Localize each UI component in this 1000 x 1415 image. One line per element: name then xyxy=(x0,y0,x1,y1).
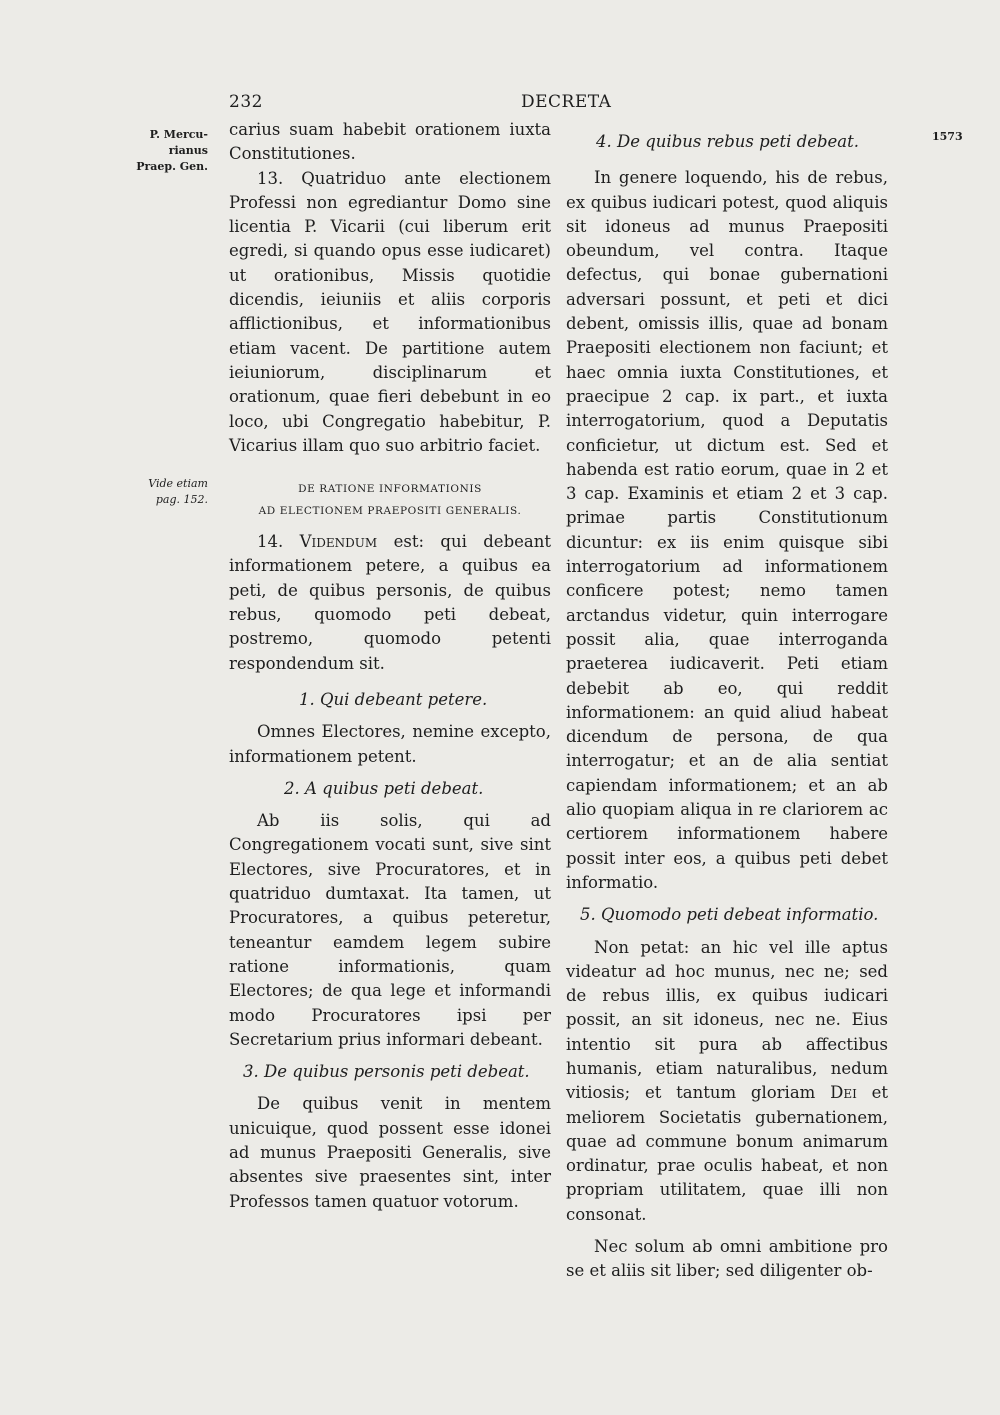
paragraph-text: est: qui debeant informationem petere, a quibus ea peti, de quibus personis, de quibus rebus, quomodo peti debeat, postremo, quomodo petenti respondendum sit. xyxy=(229,532,551,673)
section-heading-line: AD ELECTIONEM PRAEPOSITI GENERALIS. xyxy=(258,505,522,518)
margin-note-line: pag. 152. xyxy=(155,493,208,506)
paragraph xyxy=(566,936,888,1228)
section-heading-line: DE RATIONE INFORMATIONIS xyxy=(298,483,482,496)
paragraph xyxy=(229,530,551,676)
right-column xyxy=(566,118,888,1284)
paragraph: Ab iis solis, qui ad Congregationem vocati sunt, sive sint Electores, sive Procuratores, et in quatriduo dumtaxat. Ita tamen, ut Procuratores, a quibus peteretur, teneantur eamdem legem subire ratione informationis, quam Electores; de qua lege et informandi modo Procuratores ipsi per Secretarium prius informari debeant. xyxy=(229,811,551,1049)
paragraph-text: Non petat: an hic vel ille aptus videatur ad hoc munus, nec ne; sed de rebus illis, ex quibus iudicari possit, an sit idoneus, nec ne. Eius intentio sit pura ab affectibus humanis, etiam naturalibus, nedum vitiosis; et tantum gloriam xyxy=(566,937,888,1103)
margin-note-line: rianus xyxy=(168,144,208,157)
subheading: 2. A quibus peti debeat. xyxy=(284,778,484,798)
margin-note-year: 1573 xyxy=(932,130,963,143)
margin-note-line: P. Mercu- xyxy=(149,128,208,141)
paragraph: Omnes Electores, nemine excepto, informationem petent. xyxy=(229,722,551,766)
subheading: 5. Quomodo peti debeat informatio. xyxy=(580,905,879,925)
left-column xyxy=(229,118,551,1214)
paragraph-number: 14. xyxy=(257,532,284,552)
paragraph: 13. Quatriduo ante electionem Professi non egrediantur Domo sine licentia P. Vicarii (cui liberum erit egredi, si quando opus esse iudicaret) ut orationibus, Missis quotidie dicendis, ieiuniis et aliis corporis afflictionibus, et informationibus etiam vacent. De partitione autem ieiuniorum, disciplinarum et orationum, quae fieri debebunt in eo loco, ubi Congregatio habebitur, P. Vicarius illam quo suo arbitrio faciet. xyxy=(229,168,551,455)
subheading: 4. De quibus rebus peti debeat. xyxy=(596,132,859,151)
running-head xyxy=(229,92,612,120)
margin-note-line: Vide etiam xyxy=(148,477,208,490)
paragraph: carius suam habebit orationem iuxta Constitutiones. xyxy=(229,120,551,164)
paragraph: Nec solum ab omni ambitione pro se et aliis sit liber; sed diligenter ob- xyxy=(566,1237,888,1281)
paragraph: De quibus venit in mentem unicuique, quod possent esse idonei ad munus Praepositi Generalis, sive absentes sive praesentes sint, inter Professos tamen quatuor votorum. xyxy=(229,1094,551,1211)
running-title: DECRETA xyxy=(521,92,612,112)
margin-note-line: Praep. Gen. xyxy=(136,160,208,173)
page-number: 232 xyxy=(229,92,263,112)
margin-note-author xyxy=(112,127,208,175)
paragraph-text: et meliorem Societatis gubernationem, quae ad commune bonum animarum ordinatur, prae oculis habeat, et non propriam utilitatem, quae illi non consonat. xyxy=(566,1083,888,1224)
small-caps-word: Videndum xyxy=(299,532,378,552)
small-caps-word: Dei xyxy=(830,1083,857,1103)
section-heading xyxy=(229,478,551,522)
subheading: 1. Qui debeant petere. xyxy=(299,689,488,709)
subheading: 3. De quibus personis peti debeat. xyxy=(243,1062,530,1082)
margin-note-reference xyxy=(112,476,208,508)
paragraph: In genere loquendo, his de rebus, ex quibus iudicari potest, quod aliquis sit idoneus ad munus Praepositi obeundum, vel contra. Itaque defectus, qui bonae gubernationi adversari possunt, et peti et dici debent, omissis illis, quae ad bonam Praepositi electionem non faciunt; et haec omnia iuxta Constitutiones, et praecipue 2 cap. ix part., et iuxta interrogatorium, quod a Deputatis conficietur, ut dictum est. Sed et habenda est ratio eorum, quae in 2 et 3 cap. Examinis et etiam 2 et 3 cap. primae partis Constitutionum dicuntur: ex iis enim quisque sibi interrogatorium ad informationem conficere potest; nemo tamen arctandus videtur, quin interrogare possit alia, quae interroganda praeterea iudicaverit. Peti etiam debebit ab eo, qui reddit informationem: an quid aliud habeat dicendum de persona, de qua interrogatur; et an de alia sentiat capiendam informationem; et an ab alio quopiam aliqua in re clariorem ac certiorem informationem habere possit inter eos, a quibus peti debet informatio. xyxy=(566,168,888,892)
